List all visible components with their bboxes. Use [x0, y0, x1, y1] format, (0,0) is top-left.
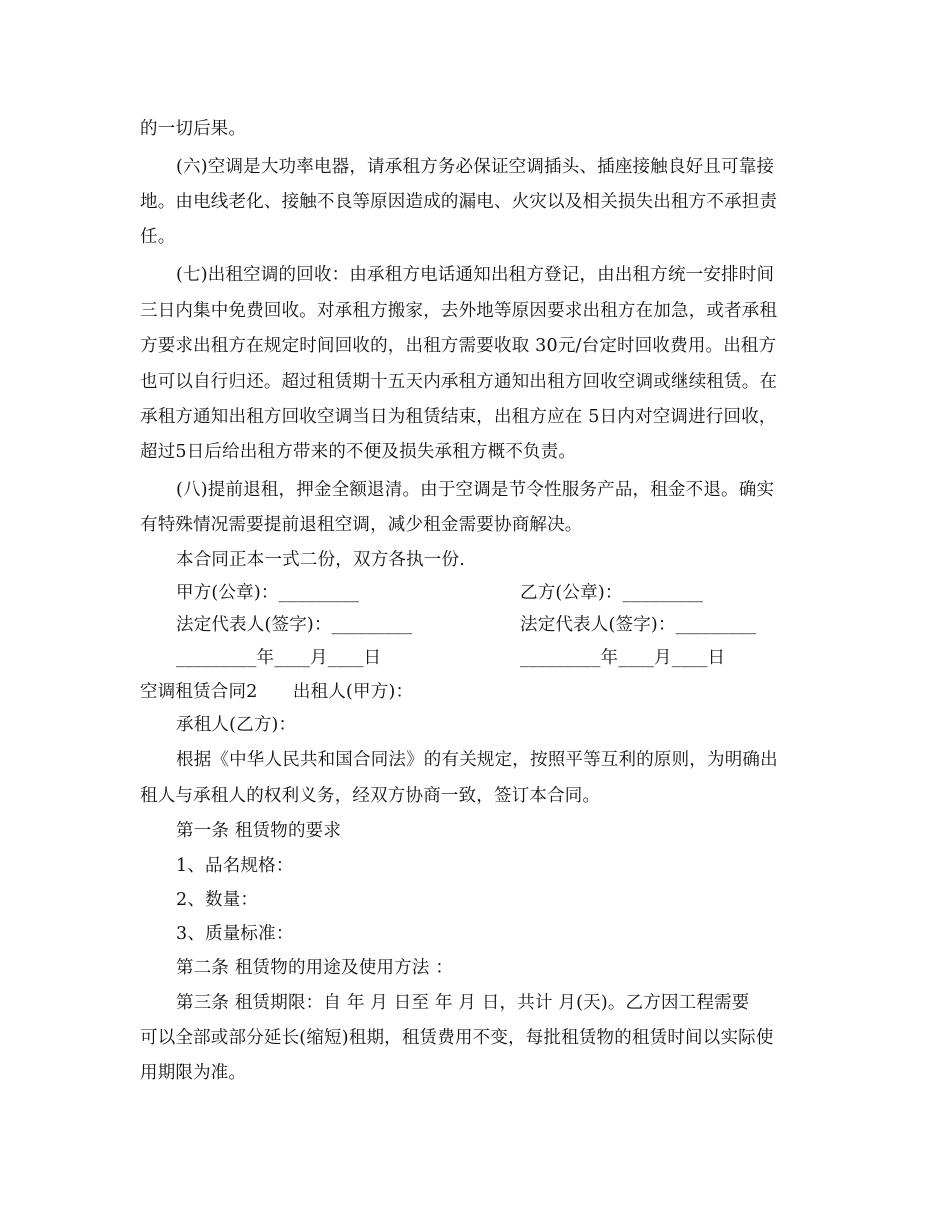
text-line: 超过5日后给出租方带来的不便及损失承租方概不负责。	[140, 442, 577, 462]
article-3-line-1: 第三条 租赁期限：自 年 月 日至 年 月 日，共计 月(天)。乙方因工程需要	[176, 993, 750, 1013]
article-3-line-3: 用期限为准。	[140, 1063, 247, 1083]
party-a-date: _________年____月____日	[176, 648, 382, 668]
clause-6-line-1: (六)空调是大功率电器，请承租方务必保证空调插头、插座接触良好且可靠接	[176, 157, 775, 177]
text-line: 地。由电线老化、接触不良等原因造成的漏电、火灾以及相关损失出租方不承担责	[140, 192, 778, 212]
clause-7-line-1: (七)出租空调的回收：由承租方电话通知出租方登记，由出租方统一安排时间	[176, 265, 775, 285]
party-a-rep: 法定代表人(签字)：_________	[176, 615, 413, 635]
text-line: 三日内集中免费回收。对承租方搬家，去外地等原因要求出租方在加急，或者承租	[140, 301, 778, 321]
article-1-item-1: 1、品名规格：	[176, 856, 294, 876]
preamble-line-2: 租人与承租人的权利义务，经双方协商一致，签订本合同。	[140, 786, 601, 806]
party-b-seal: 乙方(公章)：_________	[520, 583, 704, 603]
article-1-title: 第一条 租赁物的要求	[176, 821, 342, 841]
signature-row-date	[176, 646, 820, 670]
party-a-seal: 甲方(公章)：_________	[176, 583, 360, 603]
lessee-line: 承租人(乙方)：	[176, 715, 297, 735]
copies-statement: 本合同正本一式二份，双方各执一份.	[176, 550, 465, 570]
text-line: 的一切后果。	[140, 119, 247, 139]
party-b-rep: 法定代表人(签字)：_________	[520, 615, 757, 635]
text-line: 也可以自行归还。超过租赁期十五天内承租方通知出租方回收空调或继续租赁。在	[140, 372, 778, 392]
preamble-line-1: 根据《中华人民共和国合同法》的有关规定，按照平等互利的原则，为明确出	[176, 750, 778, 770]
text-line: 任。	[140, 227, 176, 247]
clause-8-line-1: (八)提前退租，押金全额退清。由于空调是节令性服务产品，租金不退。确实	[176, 480, 775, 500]
party-b-date: _________年____月____日	[520, 648, 726, 668]
article-2-title: 第二条 租赁物的用途及使用方法 ：	[176, 958, 454, 978]
text-line: 方要求出租方在规定时间回收的，出租方需要收取 30元/台定时回收费用。出租方	[140, 336, 777, 356]
article-1-item-2: 2、数量：	[176, 890, 259, 910]
article-1-item-3: 3、质量标准：	[176, 924, 294, 944]
article-3-line-2: 可以全部或部分延长(缩短)租期，租赁费用不变，每批租赁物的租赁时间以实际使	[140, 1028, 774, 1048]
text-line: 有特殊情况需要提前退租空调，减少租金需要协商解决。	[140, 515, 583, 535]
signature-row-seal	[176, 581, 820, 605]
signature-row-rep	[176, 613, 820, 637]
contract-2-heading: 空调租赁合同2 出租人(甲方)：	[140, 682, 414, 702]
text-line: 承租方通知出租方回收空调当日为租赁结束，出租方应在 5日内对空调进行回收，	[140, 407, 777, 427]
